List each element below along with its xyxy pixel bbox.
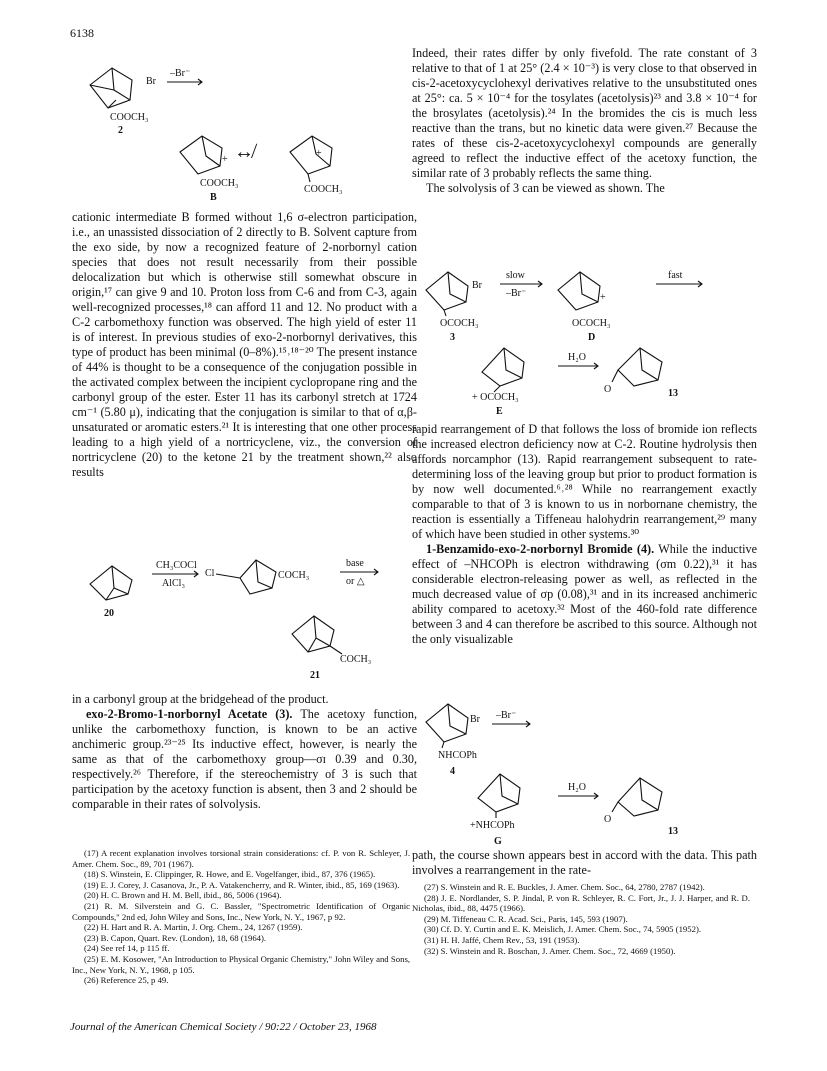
svg-text:+: + bbox=[222, 154, 228, 165]
right-paragraph-3: rapid rearrangement of D that follows the loss of bromide ion reflects the increased electron deficiency now at C-2. Routine hydrolysis then affords norcamphor (13). Rapid rearrangement subsequent to rate-determining loss of the leaving group but prior to product formation is by now well documented.⁶˒²⁸ While no rearrangement exactly comparable to that of 3 is known to us in norbornane chemistry, the reaction is essentially a Tiffeneau halohydrin rearrangement,²⁹ many of which have been studied in other systems.³⁰ bbox=[412, 422, 757, 541]
left-paragraph-2: in a carbonyl group at the bridgehead of the product. bbox=[72, 692, 329, 706]
ref-17: (17) A recent explanation involves torsional strain considerations: cf. P. von R. Schleyer, J. Amer. Chem. Soc., 89, 701 (1967). bbox=[72, 848, 410, 869]
carbonyl-o-4: O bbox=[604, 814, 612, 825]
chloro-ketone-intermediate bbox=[216, 560, 276, 594]
water-label-3: H₂O bbox=[568, 352, 586, 363]
right-paragraph-1: Indeed, their rates differ by only fivefold. The rate constant of 3 relative to that of 1 at 25° (2.4 × 10⁻³) is very close to that observed in cis-2-acetoxycyclohexyl derivatives relative to the unsubstituted ones at 25°: ca. 5 × 10⁻⁴ for the tosylates (acetolysis)²³ and 3.8 × 10⁻⁴ for the brosylates (acetolysis).²⁴ In the bromides the cis is much less reactive than the trans, but no kinetic data were given.²⁷ Because the rates of these cis-2-acetoxycyclohexyl compounds are generally agreed to reflect the inductive effect of the acetoxy function, the similar rate of 3 probably reflects the same thing. bbox=[412, 46, 757, 180]
left-paragraph-1: cationic intermediate B formed without 1,6 σ-electron participation, i.e., an unassisted dissociation of 2 directly to B. Solvent capture from the exo side, by now a recognized feature of 2-norbornyl cation species that does not result necessarily from their possible delocalization but which is otherwise still somewhat obscure in origin,¹⁷ can give 9 and 10. Proton loss from C-6 and from C-3, again well-recognized processes,¹⁸ can afford 11 and 12. No product with a C-2 carbomethoxy function was observed. The high yield of ester 11 is of interest. In previous studies of exo-2-norbornyl derivatives, this type of product has been minimal (0–8%).¹⁵˒¹⁸⁻²⁰ The present instance of 44% is thought to be a consequence of the conjugation possible in the activated complex between the incipient cyclopropane ring and the carbonyl group of the ester. Ester 11 has its carbonyl stretch at 1724 cm⁻¹ (5.80 μ), indicating that the conjugation is similar to that of α,β-unsaturated or aromatic esters.²¹ It is interesting that one other process leading to a high yield of a nortricyclene, viz., the conversion of nortricyclene (20) to the ketone 21 by the treatment shown,²² also results bbox=[72, 210, 417, 479]
acetyl-21-label: COCH₃ bbox=[340, 654, 372, 665]
acetyl-label: COCH₃ bbox=[278, 570, 310, 581]
water-label-4: H₂O bbox=[568, 782, 586, 793]
compound-3-structure bbox=[426, 272, 468, 316]
svg-text:+: + bbox=[600, 292, 606, 303]
scheme4-minus-br: –Br⁻ bbox=[496, 710, 517, 721]
cation-g-structure bbox=[478, 774, 520, 818]
scheme3-ococh3: OCOCH₃ bbox=[440, 318, 479, 329]
fast-label: fast bbox=[668, 270, 683, 281]
ref-22: (22) H. Hart and R. A. Martin, J. Org. Chem., 24, 1267 (1959). bbox=[84, 922, 303, 933]
scheme-1 bbox=[72, 40, 417, 203]
norcamphor-number-4: 13 bbox=[668, 826, 678, 837]
left-paragraph-3: exo-2-Bromo-1-norbornyl Acetate (3). The acetoxy function, unlike the carbomethoxy function, is known to be an active anchimeric group.²³⁻²⁵ Its inductive effect, however, is nearly the same as that of the carbomethoxy group—σɪ 0.39 and 0.30, respectively.²⁶ Therefore, if the stereochemistry of 3 is such that participation by the acetoxy function is absent, then 3 and 2 should be comparable in their rates of solvolysis. bbox=[72, 707, 417, 811]
right-column-text-1 bbox=[412, 46, 757, 196]
ref-18: (18) S. Winstein, E. Clippinger, R. Howe, and E. Vogelfanger, ibid., 87, 376 (1965). bbox=[84, 869, 376, 880]
ref-21: (21) R. M. Silverstein and G. C. Bassler, "Spectrometric Identification of Organic Compounds," 2nd ed, John Wiley and Sons, Inc., New York, N. Y., 1967, p 92. bbox=[72, 900, 410, 922]
journal-footer: Journal of the American Chemical Society / 90:22 / October 23, 1968 bbox=[70, 1021, 377, 1033]
scheme-4 bbox=[412, 698, 757, 848]
ref-31: (31) H. H. Jaffé, Chem Rev., 53, 191 (1953). bbox=[424, 934, 580, 945]
cation-b-ester-2: COOCH₃ bbox=[304, 184, 343, 195]
base-label: base bbox=[346, 558, 364, 569]
left-column-text-1 bbox=[72, 210, 417, 480]
cation-e-ococh3: + OCOCH₃ bbox=[472, 392, 519, 403]
cation-b-ester-1: COOCH₃ bbox=[200, 178, 239, 189]
ref-24: (24) See ref 14, p 115 ff. bbox=[84, 943, 170, 954]
reagent-bottom: AlCl₃ bbox=[162, 578, 185, 589]
references-left bbox=[72, 848, 410, 986]
right-paragraph-4: 1-Benzamido-exo-2-norbornyl Bromide (4). While the inductive effect of –NHCOPh is electron withdrawing (σm 0.22),³¹ it has considerable electron-releasing power as well, as reflected in the much decreased value of σp (0.08),³¹ and in its increased anchimeric ability compared to acetoxy.³² Most of the 460-fold rate difference between 3 and 4 can therefore be ascribed to this source. Although not the only visualizable bbox=[412, 542, 757, 646]
section-heading-4: 1-Benzamido-exo-2-norbornyl Bromide (4). bbox=[426, 542, 655, 556]
reagent-top: CH₃COCl bbox=[156, 560, 197, 571]
minus-br-label: –Br⁻ bbox=[506, 288, 527, 299]
cation-g-label: G bbox=[494, 836, 502, 847]
cation-b-nonclassical bbox=[290, 136, 332, 182]
section-heading-3: exo-2-Bromo-1-norbornyl Acetate (3). bbox=[86, 707, 293, 721]
svg-text:+: + bbox=[316, 148, 322, 159]
norcamphor-13-structure bbox=[612, 348, 662, 386]
cmpd2-number: 2 bbox=[118, 125, 123, 136]
norcamphor-13-structure-2 bbox=[612, 778, 662, 816]
scheme3-number-3: 3 bbox=[450, 332, 455, 343]
ref-19: (19) E. J. Corey, J. Casanova, Jr., P. A. Vatakencherry, and R. Winter, ibid., 85, 169 (1963). bbox=[84, 879, 400, 890]
scheme-3 bbox=[412, 250, 757, 416]
cmpd2-ester: COOCH₃ bbox=[110, 112, 149, 123]
page-number: 6138 bbox=[70, 26, 94, 40]
cation-g-nhcoph: +NHCOPh bbox=[470, 820, 515, 831]
right-paragraph-5: path, the course shown appears best in accord with the data. This path involves a rearrangement in the rate- bbox=[412, 848, 757, 877]
cation-e-label: E bbox=[496, 406, 503, 417]
ref-32: (32) S. Winstein and R. Boschan, J. Amer. Chem. Soc., 72, 4669 (1950). bbox=[424, 945, 676, 956]
ref-20: (20) H. C. Brown and H. M. Bell, ibid., 86, 5006 (1964). bbox=[84, 890, 282, 901]
right-column-text-2 bbox=[412, 422, 757, 647]
scheme4-nhcoph: NHCOPh bbox=[438, 750, 477, 761]
norcamphor-number-3: 13 bbox=[668, 388, 678, 399]
compound-20-number: 20 bbox=[104, 608, 114, 619]
cation-d-label: D bbox=[588, 332, 596, 343]
compound-4-structure bbox=[426, 704, 468, 748]
scheme4-br: Br bbox=[470, 714, 480, 725]
heat-label: or △ bbox=[346, 576, 365, 587]
cation-e-structure bbox=[482, 348, 524, 392]
cmpd2-br: Br bbox=[146, 76, 156, 87]
references-right bbox=[412, 882, 750, 956]
ref-28: (28) J. E. Nordlander, S. P. Jindal, P. von R. Schleyer, R. C. Fort, Jr., J. J. Harper, and R. D. Nicholas, ibid., 88, 4475 (1966). bbox=[412, 892, 750, 914]
compound-21-number: 21 bbox=[310, 670, 320, 681]
left-column-text-2 bbox=[72, 692, 417, 812]
chloro-label: Cl bbox=[205, 568, 215, 579]
right-paragraph-2: The solvolysis of 3 can be viewed as shown. The bbox=[426, 181, 665, 195]
cation-d-ococh3: OCOCH₃ bbox=[572, 318, 611, 329]
ref-25: (25) E. M. Kosower, "An Introduction to Physical Organic Chemistry," John Wiley and Sons, Inc., New York, N. Y., 1968, p 105. bbox=[72, 953, 410, 975]
slow-label: slow bbox=[506, 270, 525, 281]
ref-23: (23) B. Capon, Quart. Rev. (London), 18, 68 (1964). bbox=[84, 932, 267, 943]
cation-b-classical bbox=[180, 136, 228, 174]
cation-b-label: B bbox=[210, 192, 217, 203]
cation-d-structure bbox=[558, 272, 606, 310]
nortricyclene-20 bbox=[90, 566, 132, 600]
scheme4-number-4: 4 bbox=[450, 766, 455, 777]
carbonyl-o-3: O bbox=[604, 384, 612, 395]
scheme3-br: Br bbox=[472, 280, 482, 291]
scheme-2 bbox=[72, 554, 417, 684]
ketone-21 bbox=[292, 616, 342, 654]
arrow1-label: –Br⁻ bbox=[170, 68, 191, 79]
not-equal-arrow: ↮ bbox=[234, 141, 254, 163]
norbornane-structure-2 bbox=[90, 68, 132, 108]
ref-29: (29) M. Tiffeneau C. R. Acad. Sci., Paris, 145, 593 (1907). bbox=[424, 913, 628, 924]
ref-30: (30) Cf. D. Y. Curtin and E. K. Meislich, J. Amer. Chem. Soc., 74, 5905 (1952). bbox=[424, 924, 702, 935]
ref-27: (27) S. Winstein and R. E. Buckles, J. Amer. Chem. Soc., 64, 2780, 2787 (1942). bbox=[424, 882, 705, 892]
ref-26: (26) Reference 25, p 49. bbox=[84, 975, 169, 986]
right-column-text-3 bbox=[412, 848, 757, 878]
